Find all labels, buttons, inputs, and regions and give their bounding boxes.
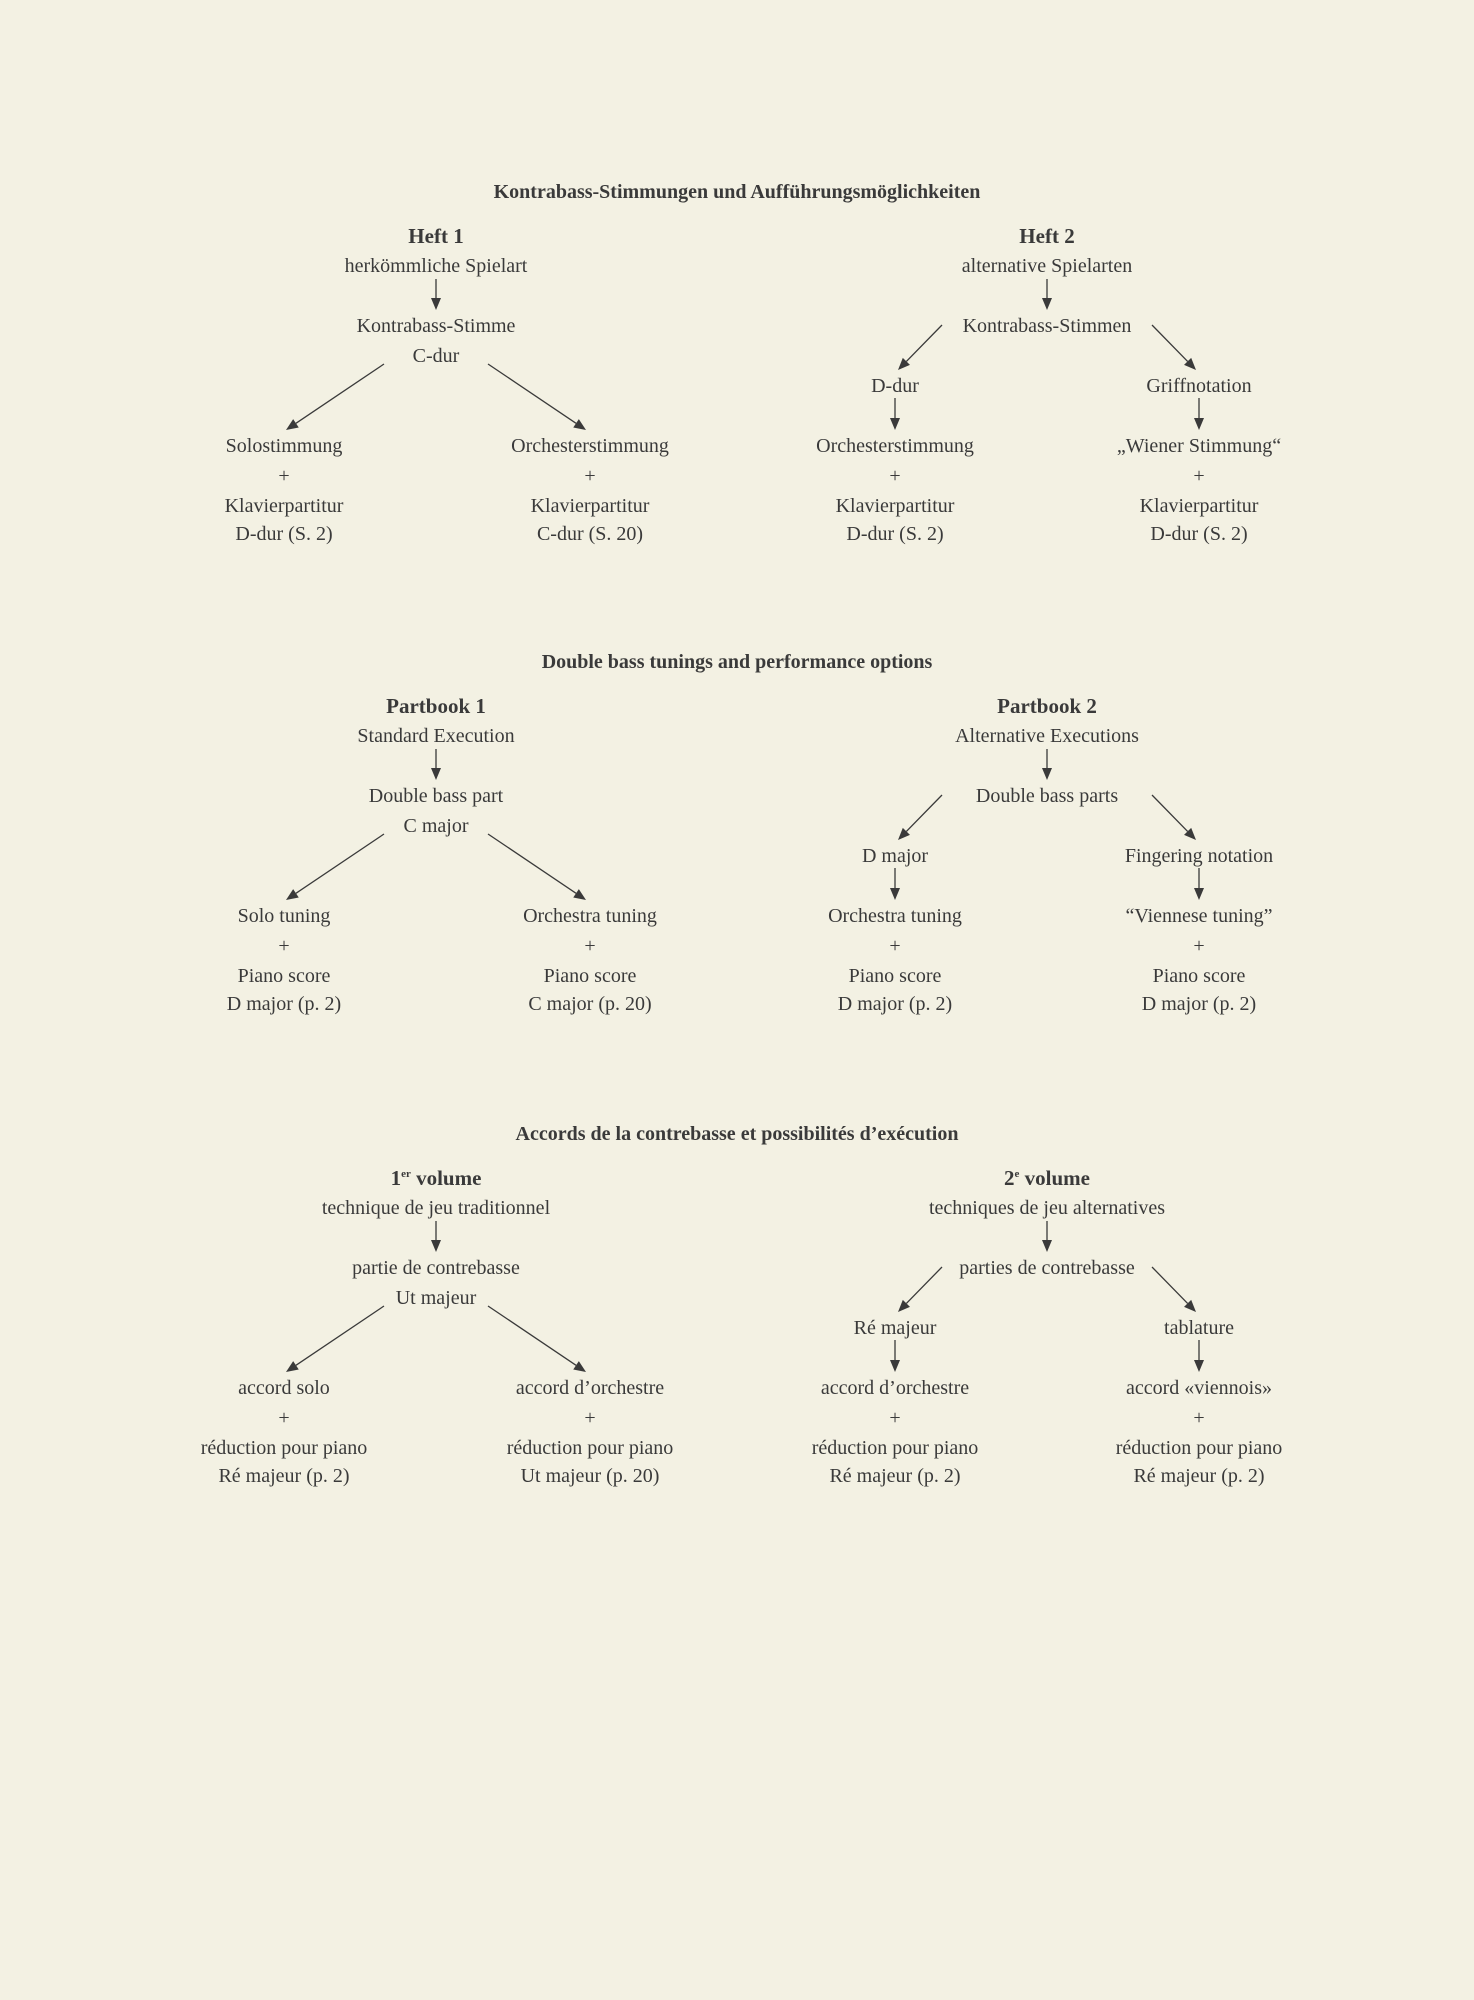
left-branch-2-score-key: C major (p. 20) bbox=[528, 993, 652, 1015]
left-key: Ut majeur bbox=[395, 1287, 477, 1309]
right-branch-2-score-key: D-dur (S. 2) bbox=[1150, 523, 1248, 545]
arrow-right-subtitle-to-part bbox=[1042, 749, 1052, 780]
arrow-left-key-to-branch-1 bbox=[286, 364, 384, 430]
left-branch-2-score: Piano score bbox=[543, 965, 637, 987]
section-german bbox=[0, 0, 1474, 545]
flow-arrows bbox=[0, 0, 1474, 460]
arrow-right-part-to-branch-1-line bbox=[906, 325, 942, 361]
right-branch-1-tuning: accord d’orchestre bbox=[820, 1377, 970, 1399]
left-key: C major bbox=[403, 815, 469, 837]
left-branch-1-score-key: D-dur (S. 2) bbox=[235, 523, 333, 545]
arrow-right-branch-1-key-to-tuning-head bbox=[890, 418, 900, 430]
arrow-left-subtitle-to-part bbox=[431, 749, 441, 780]
right-branch-2-key: Griffnotation bbox=[1146, 375, 1252, 397]
arrow-right-subtitle-to-part bbox=[1042, 279, 1052, 310]
left-branch-1-score-key: Ré majeur (p. 2) bbox=[218, 1465, 350, 1487]
left-branch-2-plus: + bbox=[584, 1407, 596, 1429]
right-branch-1-plus: + bbox=[889, 935, 901, 957]
arrow-right-branch-2-key-to-tuning-head bbox=[1194, 1360, 1204, 1372]
right-branch-2-tuning: accord «viennois» bbox=[1125, 1377, 1273, 1399]
right-branch-1-score-key: Ré majeur (p. 2) bbox=[829, 1465, 961, 1487]
arrow-right-branch-2-key-to-tuning-head bbox=[1194, 418, 1204, 430]
left-branch-2-tuning: Orchestra tuning bbox=[523, 905, 657, 927]
arrow-right-part-to-branch-2 bbox=[1152, 1267, 1196, 1312]
right-branch-2-tuning: „Wiener Stimmung“ bbox=[1116, 435, 1282, 457]
left-branch-1-plus: + bbox=[278, 465, 290, 487]
arrow-left-key-to-branch-2-line bbox=[488, 1306, 576, 1365]
left-branch-1-score: réduction pour piano bbox=[200, 1437, 368, 1459]
left-part: partie de contrebasse bbox=[352, 1257, 520, 1279]
arrow-left-key-to-branch-1-head bbox=[286, 889, 299, 900]
arrow-right-branch-2-key-to-tuning bbox=[1194, 1340, 1204, 1372]
arrow-left-subtitle-to-part-head bbox=[431, 768, 441, 780]
flow-arrows bbox=[0, 942, 1474, 1402]
right-branch-1-tuning: Orchestra tuning bbox=[828, 905, 962, 927]
right-part: Kontrabass-Stimmen bbox=[962, 315, 1132, 337]
arrow-right-branch-1-key-to-tuning-head bbox=[890, 1360, 900, 1372]
right-heading: Heft 2 bbox=[1019, 224, 1075, 248]
section-french bbox=[0, 942, 1474, 1487]
right-branch-2-score: réduction pour piano bbox=[1115, 1437, 1283, 1459]
left-branch-2-score-key: Ut majeur (p. 20) bbox=[520, 1465, 660, 1487]
right-branch-1-score-key: D-dur (S. 2) bbox=[846, 523, 944, 545]
right-branch-2-score: Piano score bbox=[1152, 965, 1246, 987]
arrow-right-part-to-branch-2-line bbox=[1152, 325, 1188, 361]
arrow-left-subtitle-to-part-head bbox=[431, 298, 441, 310]
left-branch-1-tuning: Solo tuning bbox=[237, 905, 331, 927]
arrow-right-branch-1-key-to-tuning bbox=[890, 868, 900, 900]
arrow-right-subtitle-to-part bbox=[1042, 1221, 1052, 1252]
arrow-right-part-to-branch-1-line bbox=[906, 795, 942, 831]
arrow-left-subtitle-to-part bbox=[431, 1221, 441, 1252]
arrow-right-branch-1-key-to-tuning bbox=[890, 398, 900, 430]
arrow-right-branch-2-key-to-tuning-head bbox=[1194, 888, 1204, 900]
arrow-left-key-to-branch-2-head bbox=[573, 419, 586, 430]
arrow-left-key-to-branch-2 bbox=[488, 834, 586, 900]
arrow-left-key-to-branch-2-head bbox=[573, 1361, 586, 1372]
arrow-right-subtitle-to-part-head bbox=[1042, 768, 1052, 780]
arrow-right-branch-2-key-to-tuning bbox=[1194, 398, 1204, 430]
left-heading: Heft 1 bbox=[408, 224, 464, 248]
arrow-right-branch-1-key-to-tuning-head bbox=[890, 888, 900, 900]
left-branch-1-plus: + bbox=[278, 1407, 290, 1429]
right-branch-2-score: Klavierpartitur bbox=[1139, 495, 1259, 517]
right-branch-2-plus: + bbox=[1193, 465, 1205, 487]
arrow-right-part-to-branch-2-line bbox=[1152, 795, 1188, 831]
right-branch-2-plus: + bbox=[1193, 935, 1205, 957]
left-part: Double bass part bbox=[368, 785, 504, 807]
arrow-left-key-to-branch-1 bbox=[286, 1306, 384, 1372]
arrow-right-branch-2-key-to-tuning bbox=[1194, 868, 1204, 900]
arrow-left-key-to-branch-1 bbox=[286, 834, 384, 900]
right-branch-2-score-key: D major (p. 2) bbox=[1141, 993, 1257, 1015]
arrow-left-key-to-branch-1-head bbox=[286, 1361, 299, 1372]
left-branch-2-tuning: accord d’orchestre bbox=[515, 1377, 665, 1399]
arrow-left-key-to-branch-1-line bbox=[296, 834, 384, 893]
arrow-right-part-to-branch-1 bbox=[898, 795, 942, 840]
arrow-right-branch-1-key-to-tuning bbox=[890, 1340, 900, 1372]
right-branch-1-score: réduction pour piano bbox=[811, 1437, 979, 1459]
section-title: Accords de la contrebasse et possibilités d’exécution bbox=[515, 1123, 959, 1145]
right-branch-2-score-key: Ré majeur (p. 2) bbox=[1133, 1465, 1265, 1487]
left-key: C-dur bbox=[412, 345, 460, 367]
left-subtitle: technique de jeu traditionnel bbox=[321, 1197, 551, 1219]
arrow-right-part-to-branch-2 bbox=[1152, 795, 1196, 840]
section-english bbox=[0, 470, 1474, 1015]
left-branch-2-tuning: Orchesterstimmung bbox=[511, 435, 669, 457]
right-subtitle: Alternative Executions bbox=[955, 725, 1139, 747]
arrow-left-key-to-branch-2 bbox=[488, 364, 586, 430]
section-title: Kontrabass-Stimmungen und Aufführungsmöglichkeiten bbox=[493, 181, 981, 203]
right-part: parties de contrebasse bbox=[959, 1257, 1135, 1279]
right-branch-2-plus: + bbox=[1193, 1407, 1205, 1429]
left-branch-2-score-key: C-dur (S. 20) bbox=[536, 523, 644, 545]
arrow-right-part-to-branch-2 bbox=[1152, 325, 1196, 370]
left-heading: Partbook 1 bbox=[386, 694, 486, 718]
section-title: Double bass tunings and performance options bbox=[541, 651, 933, 673]
right-branch-1-plus: + bbox=[889, 465, 901, 487]
arrow-left-subtitle-to-part-head bbox=[431, 1240, 441, 1252]
right-branch-1-score: Piano score bbox=[848, 965, 942, 987]
arrow-right-part-to-branch-2-line bbox=[1152, 1267, 1188, 1303]
left-branch-1-tuning: accord solo bbox=[238, 1377, 330, 1399]
right-branch-1-score-key: D major (p. 2) bbox=[837, 993, 953, 1015]
arrow-left-key-to-branch-1-line bbox=[296, 364, 384, 423]
arrow-left-key-to-branch-1-head bbox=[286, 419, 299, 430]
right-subtitle: alternative Spielarten bbox=[961, 255, 1133, 277]
arrow-left-key-to-branch-2-head bbox=[573, 889, 586, 900]
left-branch-2-plus: + bbox=[584, 465, 596, 487]
right-part: Double bass parts bbox=[975, 785, 1119, 807]
left-branch-2-score: réduction pour piano bbox=[506, 1437, 674, 1459]
right-branch-2-key: tablature bbox=[1164, 1317, 1234, 1339]
left-branch-1-plus: + bbox=[278, 935, 290, 957]
left-subtitle: Standard Execution bbox=[357, 725, 515, 747]
right-branch-1-tuning: Orchesterstimmung bbox=[816, 435, 974, 457]
arrow-left-subtitle-to-part bbox=[431, 279, 441, 310]
right-subtitle: techniques de jeu alternatives bbox=[928, 1197, 1166, 1219]
right-branch-2-key: Fingering notation bbox=[1124, 845, 1274, 867]
right-branch-1-key: D major bbox=[861, 845, 929, 867]
right-branch-1-score: Klavierpartitur bbox=[835, 495, 955, 517]
left-branch-1-score: Klavierpartitur bbox=[224, 495, 344, 517]
arrow-right-part-to-branch-1 bbox=[898, 1267, 942, 1312]
left-branch-1-score-key: D major (p. 2) bbox=[226, 993, 342, 1015]
arrow-left-key-to-branch-2-line bbox=[488, 364, 576, 423]
arrow-left-key-to-branch-2 bbox=[488, 1306, 586, 1372]
left-part: Kontrabass-Stimme bbox=[356, 315, 516, 337]
left-branch-1-score: Piano score bbox=[237, 965, 331, 987]
right-branch-2-tuning: “Viennese tuning” bbox=[1125, 905, 1273, 927]
arrow-right-part-to-branch-1 bbox=[898, 325, 942, 370]
right-branch-1-key: Ré majeur bbox=[853, 1317, 937, 1339]
arrow-right-part-to-branch-1-line bbox=[906, 1267, 942, 1303]
right-heading: Partbook 2 bbox=[997, 694, 1097, 718]
right-branch-1-plus: + bbox=[889, 1407, 901, 1429]
left-branch-1-tuning: Solostimmung bbox=[225, 435, 343, 457]
right-branch-1-key: D-dur bbox=[871, 375, 919, 397]
left-subtitle: herkömmliche Spielart bbox=[344, 255, 528, 277]
left-branch-2-plus: + bbox=[584, 935, 596, 957]
right-heading: 2e volume bbox=[1004, 1166, 1090, 1190]
left-heading: 1er volume bbox=[390, 1166, 482, 1190]
arrow-right-subtitle-to-part-head bbox=[1042, 1240, 1052, 1252]
arrow-left-key-to-branch-2-line bbox=[488, 834, 576, 893]
arrow-left-key-to-branch-1-line bbox=[296, 1306, 384, 1365]
arrow-right-subtitle-to-part-head bbox=[1042, 298, 1052, 310]
left-branch-2-score: Klavierpartitur bbox=[530, 495, 650, 517]
